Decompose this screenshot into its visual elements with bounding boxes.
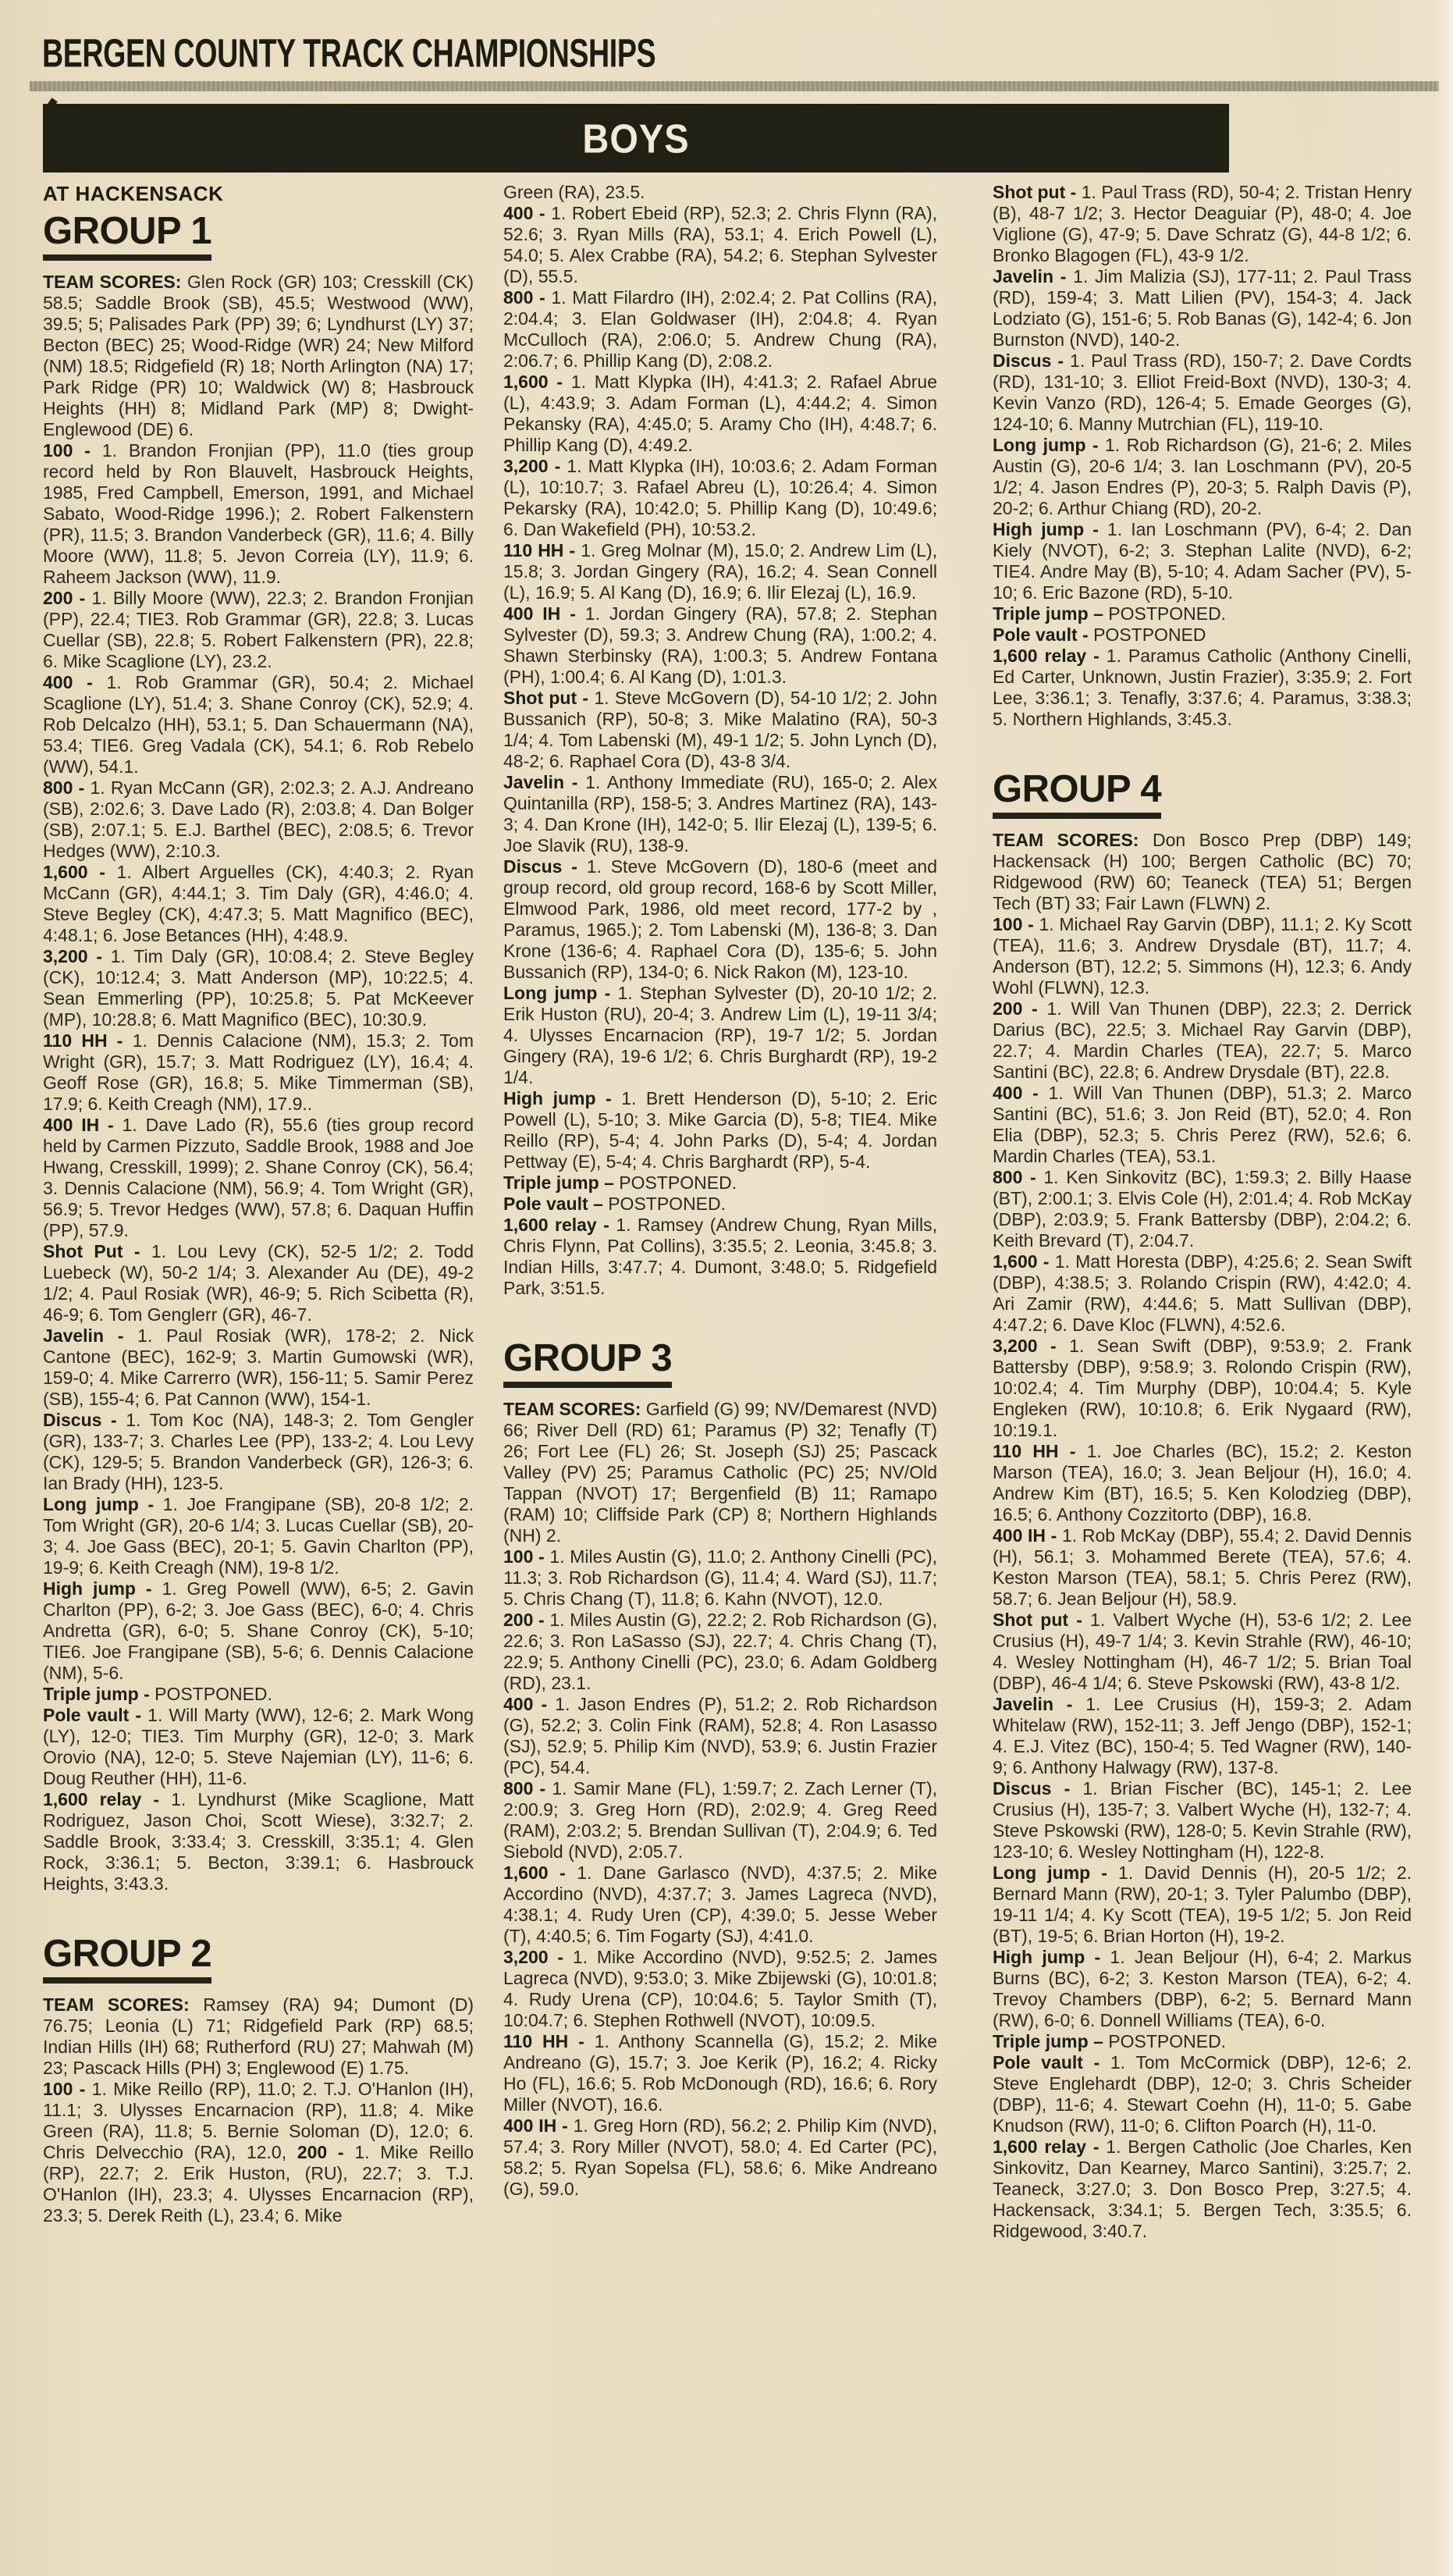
event-label: 200 - bbox=[503, 1610, 550, 1630]
result-entry: Javelin - 1. Jim Malizia (SJ), 177-11; 2. Paul Trass (RD), 159-4; 3. Matt Lilien (PV), 154-3; 4. Jack Lodziato (G), 151-6; 5. Rob Banas (G), 142-4; 6. Jon Burnston (NVD), 140-2. bbox=[993, 266, 1412, 350]
result-entry: Shot put - 1. Steve McGovern (D), 54-10 1/2; 2. John Bussanich (RP), 50-8; 3. Mike Malatino (RA), 50-3 1/4; 4. Tom Labenski (M), 49-1 1/2; 5. John Lynch (D), 48-2; 6. Raphael Cora (D), 43-8 3/4. bbox=[503, 688, 938, 771]
result-entry: 200 - 1. Will Van Thunen (DBP), 22.3; 2. Derrick Darius (BC), 22.5; 3. Michael Ray Garvin (DBP), 22.7; 4. Mardin Charles (TEA), 22.7; 5. Marco Santini (BC), 22.8; 6. Andrew Drysdale (BT), 22.8. bbox=[993, 998, 1412, 1082]
event-label: 1,600 relay - bbox=[993, 2137, 1107, 2157]
column-2 bbox=[503, 182, 937, 2200]
event-label: 400 IH - bbox=[503, 603, 585, 624]
event-label: High jump - bbox=[993, 1947, 1110, 1967]
event-label: 110 HH - bbox=[503, 540, 581, 560]
event-label: 400 - bbox=[993, 1083, 1049, 1103]
event-label: Discus - bbox=[993, 1778, 1083, 1799]
event-label: 1,600 - bbox=[993, 1251, 1055, 1272]
result-entry: Discus - 1. Tom Koc (NA), 148-3; 2. Tom Gengler (GR), 133-7; 3. Charles Lee (PP), 133-2; 4. Lou Levy (CK), 129-5; 5. Brandon Vanderbeck (GR), 126-3; 6. Ian Brady (HH), 123-5. bbox=[43, 1410, 474, 1493]
result-entry: 100 - 1. Miles Austin (G), 11.0; 2. Anthony Cinelli (PC), 11.3; 3. Rob Richardson (G), 11.4; 4. Ward (SJ), 11.7; 5. Chris Chang (T), 11.8; 6. Kahn (NVOT), 12.0. bbox=[503, 1546, 937, 1609]
result-entry: Javelin - 1. Anthony Immediate (RU), 165-0; 2. Alex Quintanilla (RP), 158-5; 3. Andres Martinez (RA), 143-3; 4. Dan Krone (IH), 142-0; 5. Ilir Elezaj (L), 139-5; 6. Joe Slavik (RU), 138-9. bbox=[503, 772, 937, 856]
result-entry: 400 - 1. Rob Grammar (GR), 50.4; 2. Michael Scaglione (LY), 51.4; 3. Shane Conroy (CK), 52.9; 4. Rob Delcalzo (HH), 53.1; 5. Dan Schauermann (NA), 53.4; TIE6. Greg Vadala (CK), 54.1; 6. Rob Rebelo (WW), 54.1. bbox=[43, 672, 474, 777]
event-label: Javelin - bbox=[993, 266, 1074, 286]
event-label: GROUP 2 bbox=[43, 1933, 212, 1975]
event-label: 100 - bbox=[993, 914, 1039, 934]
result-entry: High jump - 1. Greg Powell (WW), 6-5; 2. Gavin Charlton (PP), 6-2; 3. Joe Gass (BEC), 6-0; 4. Chris Andretta (GR), 6-0; 5. Shane Conroy (CK), 5-10; TIE6. Joe Frangipane (SB), 5-6; 6. Dennis Calacione (NM), 5-6. bbox=[43, 1578, 474, 1683]
result-entry: Javelin - 1. Paul Rosiak (WR), 178-2; 2. Nick Cantone (BEC), 162-9; 3. Martin Gumowski (WR), 159-0; 4. Mike Carrerro (WR), 156-11; 5. Samir Perez (SB), 155-4; 6. Pat Cannon (WW), 154-1. bbox=[43, 1325, 474, 1409]
event-label: 1,600 relay - bbox=[43, 1789, 172, 1809]
result-entry: Shot Put - 1. Lou Levy (CK), 52-5 1/2; 2. Todd Luebeck (W), 50-2 1/4; 3. Alexander Au (DE), 49-2 1/2; 4. Paul Rosiak (WR), 46-9; 5. Rich Scibetta (R), 46-9; 6. Tom Genglerr (GR), 46-7. bbox=[43, 1241, 474, 1325]
result-entry: Pole vault - 1. Will Marty (WW), 12-6; 2. Mark Wong (LY), 12-0; TIE3. Tim Murphy (GR), 12-0; 3. Mark Orovio (NA), 12-0; 5. Steve Najemian (LY), 11-6; 6. Doug Reuther (HH), 11-6. bbox=[43, 1705, 474, 1788]
result-entry: Shot put - 1. Paul Trass (RD), 50-4; 2. Tristan Henry (B), 48-7 1/2; 3. Hector Deaguiar (P), 48-0; 4. Joe Viglione (G), 47-9; 5. Dave Schratz (G), 44-8 1/2; 6. Bronko Blagogen (FL), 43-9 1/2. bbox=[993, 182, 1412, 265]
event-label: 800 - bbox=[43, 777, 91, 798]
event-label: 800 - bbox=[503, 287, 552, 308]
result-entry: Pole vault - 1. Tom McCormick (DBP), 12-6; 2. Steve Englehardt (DBP), 12-0; 3. Chris Scheider (DBP), 11-6; 4. Stewart Coehn (H), 11-0; 5. Gabe Knudson (RW), 11-0; 6. Clifton Poarch (H), 11-0. bbox=[993, 2052, 1412, 2136]
result-entry: 400 IH - 1. Greg Horn (RD), 56.2; 2. Philip Kim (NVD), 57.4; 3. Rory Miller (NVOT), 58.0; 4. Ed Carter (PC), 58.2; 5. Ryan Sopelsa (FL), 58.6; 6. Mike Andreano (G), 59.0. bbox=[503, 2115, 937, 2199]
result-entry: 800 - 1. Samir Mane (FL), 1:59.7; 2. Zach Lerner (T), 2:00.9; 3. Greg Horn (RD), 2:02.9; 4. Greg Reed (RAM), 2:03.2; 5. Brendan Sullivan (T), 2:04.9; 6. Ted Siebold (NVD), 2:05.7. bbox=[503, 1778, 937, 1862]
event-label: 400 IH - bbox=[503, 2115, 574, 2136]
event-label: Triple jump – bbox=[503, 1172, 620, 1193]
result-entry: 800 - 1. Matt Filardro (IH), 2:02.4; 2. Pat Collins (RA), 2:04.4; 3. Elan Goldwaser (IH), 2:04.8; 4. Ryan McCulloch (RA), 2:06.0; 5. Andrew Chung (RA), 2:06.7; 6. Phillip Kang (D), 2:08.2. bbox=[503, 287, 937, 371]
result-entry: 1,600 relay - 1. Bergen Catholic (Joe Charles, Ken Sinkovitz, Dan Kearney, Marco Santini), 3:25.7; 2. Teaneck, 3:27.0; 3. Don Bosco Prep, 3:27.5; 4. Hackensack, 3:34.1; 5. Bergen Tech, 3:35.5; 6. Ridgewood, 3:40.7. bbox=[993, 2137, 1412, 2241]
event-label: 1,600 relay - bbox=[993, 646, 1107, 666]
group-heading bbox=[43, 1935, 211, 1984]
event-label: 800 - bbox=[503, 1778, 552, 1799]
event-label: TEAM SCORES: bbox=[993, 830, 1153, 850]
result-entry: Triple jump – POSTPONED. bbox=[503, 1172, 737, 1193]
masthead-rule bbox=[30, 81, 1439, 91]
event-label: Long jump - bbox=[43, 1494, 163, 1514]
column-3 bbox=[993, 182, 1412, 2242]
event-label: 200 - bbox=[297, 2142, 355, 2162]
result-entry: Triple jump – POSTPONED. bbox=[993, 603, 1227, 624]
result-entry: Long jump - 1. David Dennis (H), 20-5 1/2; 2. Bernard Mann (RW), 20-1; 3. Tyler Palumbo (DBP), 19-11 1/4; 4. Ky Scott (TEA), 19-5 1/2; 5. Jon Reid (BT), 19-5; 6. Brian Horton (H), 19-2. bbox=[993, 1863, 1412, 1946]
event-label: 100 - bbox=[43, 2079, 92, 2099]
result-entry: 400 IH - 1. Jordan Gingery (RA), 57.8; 2. Stephan Sylvester (D), 59.3; 3. Andrew Chung (RA), 1:00.2; 4. Shawn Sterbinsky (RA), 1:00.3; 5. Andrew Fontana (PH), 1:00.4; 6. Al Kang (D), 1:01.3. bbox=[503, 603, 937, 687]
event-label: 400 IH - bbox=[993, 1525, 1062, 1546]
event-label: 110 HH - bbox=[43, 1030, 133, 1051]
result-entry: 110 HH - 1. Greg Molnar (M), 15.0; 2. Andrew Lim (L), 15.8; 3. Jordan Gingery (RA), 16.2; 4. Sean Connell (L), 16.9; 5. Al Kang (D), 16.9; 6. Ilir Elezaj (L), 16.9. bbox=[503, 540, 937, 603]
event-label: 400 - bbox=[43, 672, 107, 692]
group-heading bbox=[503, 1337, 673, 1388]
result-entry: 100 - 1. Mike Reillo (RP), 11.0; 2. T.J. O'Hanlon (IH), 11.1; 3. Ulysses Encarnacion (RP), 11.8; 4. Mike Green (RA), 11.8; 5. Bernie Soloman (D), 12.0; 6. Chris Delvecchio (RA), 12.0, 200 - 1. Mike Reillo (RP), 22.7; 2. Erik Huston, (RU), 22.7; 3. T.J. O'Hanlon (IH), 23.3; 4. Ulysses Encarnacion (RP), 23.3; 5. Derek Reith (L), 23.4; 6. Mike bbox=[43, 2079, 474, 2226]
event-label: Shot Put - bbox=[43, 1241, 151, 1261]
event-label: Javelin - bbox=[993, 1694, 1086, 1714]
event-label: TEAM SCORES: bbox=[43, 1994, 204, 2015]
result-entry: 3,200 - 1. Sean Swift (DBP), 9:53.9; 2. Frank Battersby (DBP), 9:58.9; 3. Rolondo Crispin (RW), 10:02.4; 4. Tim Murphy (DBP), 10:04.4; 5. Kyle Engleken (RW), 10:10.8; 6. Erik Nygaard (RW), 10:19.1. bbox=[993, 1336, 1412, 1440]
result-entry: Long jump - 1. Rob Richardson (G), 21-6; 2. Miles Austin (G), 20-6 1/4; 3. Ian Loschmann (PV), 20-5 1/2; 4. Jason Endres (P), 20-3; 5. Ralph Davis (P), 20-2; 6. Arthur Chiang (RD), 20-2. bbox=[993, 435, 1412, 518]
event-label: 100 - bbox=[503, 1546, 550, 1567]
result-entry: 1,600 - 1. Albert Arguelles (CK), 4:40.3; 2. Ryan McCann (GR), 4:44.1; 3. Tim Daly (GR), 4:46.0; 4. Steve Begley (CK), 4:47.3; 5. Matt Magnifico (BEC), 4:48.1; 6. Jose Betances (HH), 4:48.9. bbox=[43, 862, 474, 945]
result-entry: 200 - 1. Billy Moore (WW), 22.3; 2. Brandon Fronjian (PP), 22.4; TIE3. Rob Grammar (GR), 22.8; 3. Lucas Cuellar (SB), 22.8; 5. Robert Falkenstern (PR), 22.8; 6. Mike Scaglione (LY), 23.2. bbox=[43, 588, 474, 671]
group-heading bbox=[993, 770, 1161, 819]
event-label: Javelin - bbox=[43, 1325, 138, 1346]
result-entry: Pole vault - POSTPONED bbox=[993, 624, 1206, 645]
result-entry: 1,600 - 1. Matt Horesta (DBP), 4:25.6; 2. Sean Swift (DBP), 4:38.5; 3. Rolando Crispin (RW), 4:42.0; 4. Ari Zamir (RW), 4:44.6; 5. Matt Sullivan (DBP), 4:47.2; 6. Dave Kloc (FLWN), 4:52.6. bbox=[993, 1251, 1412, 1335]
event-label: 100 - bbox=[43, 440, 102, 461]
event-label: 3,200 - bbox=[43, 946, 111, 966]
event-label: Javelin - bbox=[503, 772, 586, 792]
event-label: 1,600 relay - bbox=[503, 1215, 616, 1235]
result-entry: 800 - 1. Ken Sinkovitz (BC), 1:59.3; 2. Billy Haase (BT), 2:00.1; 3. Elvis Cole (H), 2:01.4; 4. Rob McKay (DBP), 2:03.9; 5. Frank Battersby (DBP), 2:04.2; 6. Keith Brevard (T), 2:04.7. bbox=[993, 1167, 1412, 1251]
result-entry: 200 - 1. Miles Austin (G), 22.2; 2. Rob Richardson (G), 22.6; 3. Ron LaSasso (SJ), 22.7; 4. Chris Chang (T), 22.9; 5. Anthony Cinelli (PC), 23.0; 6. Adam Goldberg (RD), 23.1. bbox=[503, 1610, 937, 1693]
section-banner-label: BOYS bbox=[582, 115, 690, 162]
event-label: Shot put - bbox=[503, 688, 595, 708]
event-label: 3,200 - bbox=[503, 456, 567, 476]
event-label: High jump - bbox=[43, 1578, 162, 1599]
result-entry: 3,200 - 1. Matt Klypka (IH), 10:03.6; 2. Adam Forman (L), 10:10.7; 3. Rafael Abreu (L), 10:26.4; 4. Simon Pekarsky (RA), 10:42.0; 5. Phillip Kang (D), 10:49.6; 6. Dan Wakefield (PH), 10:53.2. bbox=[503, 456, 937, 539]
result-entry: Long jump - 1. Joe Frangipane (SB), 20-8 1/2; 2. Tom Wright (GR), 20-6 1/4; 3. Lucas Cuellar (SB), 20-3; 4. Joe Gass (BEC), 20-1; 5. Gavin Charlton (PP), 19-9; 6. Keith Creagh (NM), 19-8 1/2. bbox=[43, 1494, 474, 1578]
event-label: 200 - bbox=[43, 588, 92, 608]
result-entry: High jump - 1. Jean Beljour (H), 6-4; 2. Markus Burns (BC), 6-2; 3. Keston Marson (TEA), 6-2; 4. Trevoy Chambers (DBP), 6-2; 5. Bernard Mann (RW), 6-0; 6. Donnell Williams (TEA), 6-0. bbox=[993, 1947, 1412, 2030]
event-label: Pole vault - bbox=[993, 624, 1094, 645]
event-label: 200 - bbox=[993, 998, 1047, 1019]
result-entry: Triple jump – POSTPONED. bbox=[993, 2031, 1227, 2051]
event-label: Shot put - bbox=[993, 182, 1082, 202]
event-label: High jump - bbox=[503, 1088, 622, 1108]
result-entry: 400 IH - 1. Rob McKay (DBP), 55.4; 2. David Dennis (H), 56.1; 3. Mohammed Berete (TEA), 57.6; 4. Keston Marson (TEA), 58.1; 5. Chris Perez (RW), 58.7; 6. Jean Beljour (H), 58.9. bbox=[993, 1525, 1412, 1609]
result-entry: Javelin - 1. Lee Crusius (H), 159-3; 2. Adam Whitelaw (RW), 152-11; 3. Jeff Jengo (DBP), 152-1; 4. E.J. Vitez (BC), 150-4; 5. Ted Wagner (RW), 140-9; 6. Anthony Halwagy (RW), 137-8. bbox=[993, 1694, 1412, 1777]
result-entry: 110 HH - 1. Anthony Scannella (G), 15.2; 2. Mike Andreano (G), 15.7; 3. Joe Kerik (P), 16.2; 4. Ricky Ho (FL), 16.6; 5. Rob McDonough (RD), 16.6; 6. Rory Miller (NVOT), 16.6. bbox=[503, 2031, 937, 2115]
event-label: 800 - bbox=[993, 1167, 1044, 1187]
event-label: 3,200 - bbox=[993, 1336, 1070, 1356]
event-label: 1,600 - bbox=[503, 372, 571, 392]
result-entry: High jump - 1. Ian Loschmann (PV), 6-4; 2. Dan Kiely (NVOT), 6-2; 3. Stephan Lalite (NVD), 6-2; TIE4. Andre May (B), 5-10; 4. Adam Sacher (PV), 5-10; 6. Eric Bazone (RD), 5-10. bbox=[993, 519, 1412, 603]
group-heading bbox=[43, 212, 211, 261]
event-label: 400 - bbox=[503, 1694, 556, 1714]
result-entry: 1,600 relay - 1. Ramsey (Andrew Chung, Ryan Mills, Chris Flynn, Pat Collins), 3:35.5; 2. Leonia, 3:45.8; 3. Indian Hills, 3:47.7; 4. Dumont, 3:48.0; 5. Ridgefield Park, 3:51.5. bbox=[503, 1215, 937, 1298]
result-entry: 400 - 1. Robert Ebeid (RP), 52.3; 2. Chris Flynn (RA), 52.6; 3. Ryan Mills (RA), 53.1; 4. Erich Powell (L), 54.0; 5. Alex Crabbe (RA), 54.2; 6. Stephan Sylvester (D), 55.5. bbox=[503, 203, 937, 286]
result-entry: Green (RA), 23.5. bbox=[503, 182, 645, 202]
event-label: 400 IH - bbox=[43, 1115, 123, 1135]
event-label: Long jump - bbox=[993, 435, 1105, 455]
event-label: TEAM SCORES: bbox=[43, 272, 187, 292]
event-label: 3,200 - bbox=[503, 1947, 573, 1967]
result-entry: 400 - 1. Will Van Thunen (DBP), 51.3; 2. Marco Santini (BC), 51.6; 3. Jon Reid (BT), 52.0; 4. Ron Elia (DBP), 52.3; 5. Chris Perez (RW), 52.6; 6. Mardin Charles (TEA), 53.1. bbox=[993, 1083, 1412, 1166]
result-entry: 1,600 relay - 1. Lyndhurst (Mike Scaglione, Matt Rodriguez, Jason Choi, Scott Wiese), 3:32.7; 2. Saddle Brook, 3:33.4; 3. Cresskill, 3:35.1; 4. Glen Rock, 3:36.1; 5. Becton, 3:39.1; 6. Hasbrouck Heights, 3:43.3. bbox=[43, 1789, 474, 1894]
result-entry: High jump - 1. Brett Henderson (D), 5-10; 2. Eric Powell (L), 5-10; 3. Mike Garcia (D), 5-8; TIE4. Mike Reillo (RP), 5-4; 4. John Parks (D), 5-4; 4. Jordan Pettway (E), 5-4; 4. Chris Barghardt (RP), 5-4. bbox=[503, 1088, 937, 1172]
result-entry: 3,200 - 1. Tim Daly (GR), 10:08.4; 2. Steve Begley (CK), 10:12.4; 3. Matt Anderson (MP), 10:22.5; 4. Sean Emmerling (PP), 10:25.8; 5. Pat McKeever (MP), 10:28.8; 6. Matt Magnifico (BEC), 10:30.9. bbox=[43, 946, 474, 1030]
result-entry: Long jump - 1. Stephan Sylvester (D), 20-10 1/2; 2. Erik Huston (RU), 20-4; 3. Andrew Lim (L), 19-11 3/4; 4. Ulysses Encarnacion (RP), 19-7 1/2; 5. Jordan Gingery (RA), 19-6 1/2; 6. Chris Burghardt (RP), 19-2 1/4. bbox=[503, 983, 937, 1087]
event-label: Pole vault - bbox=[43, 1705, 148, 1725]
result-entry: TEAM SCORES: Ramsey (RA) 94; Dumont (D) 76.75; Leonia (L) 71; Ridgefield Park (RP) 68.5; Indian Hills (IH) 68; Rutherford (RU) 27; Mahwah (M) 23; Pascack Hills (PH) 3; Englewood (E) 1.75. bbox=[43, 1994, 474, 2078]
result-entry: 1,600 - 1. Matt Klypka (IH), 4:41.3; 2. Rafael Abrue (L), 4:43.9; 3. Adam Forman (L), 4:44.2; 4. Simon Pekansky (RA), 4:45.0; 5. Aramy Cho (IH), 4:48.7; 6. Phillip Kang (D), 4:49.2. bbox=[503, 372, 937, 455]
event-label: High jump - bbox=[993, 519, 1107, 539]
event-label: TEAM SCORES: bbox=[503, 1399, 646, 1419]
event-label: Discus - bbox=[503, 856, 587, 877]
event-label: GROUP 1 bbox=[43, 210, 212, 252]
result-entry: 400 - 1. Jason Endres (P), 51.2; 2. Rob Richardson (G), 52.2; 3. Colin Fink (RAM), 52.8; 4. Ron Lasasso (SJ), 52.9; 5. Philip Kim (NVD), 53.9; 6. Justin Frazier (PC), 54.4. bbox=[503, 1694, 937, 1777]
result-entry: Discus - 1. Paul Trass (RD), 150-7; 2. Dave Cordts (RD), 131-10; 3. Elliot Freid-Boxt (NVD), 130-3; 4. Kevin Vanzo (RD), 126-4; 5. Emade Georges (G), 124-10; 6. Manny Mutrchian (FL), 119-10. bbox=[993, 350, 1412, 434]
event-label: Long jump - bbox=[993, 1863, 1119, 1883]
result-entry: TEAM SCORES: Don Bosco Prep (DBP) 149; Hackensack (H) 100; Bergen Catholic (BC) 70; Ridgewood (RW) 60; Teaneck (TEA) 51; Bergen Tech (BT) 33; Fair Lawn (FLWN) 2. bbox=[993, 830, 1412, 913]
result-entry: 100 - 1. Michael Ray Garvin (DBP), 11.1; 2. Ky Scott (TEA), 11.6; 3. Andrew Drysdale (BT), 11.7; 4. Anderson (BT), 12.2; 5. Simmons (H), 12.3; 6. Andy Wohl (FLWN), 12.3. bbox=[993, 914, 1412, 998]
event-label: AT HACKENSACK bbox=[43, 182, 224, 205]
event-label: GROUP 3 bbox=[503, 1337, 673, 1379]
event-label: Pole vault - bbox=[993, 2052, 1110, 2073]
result-entry: Pole vault – POSTPONED. bbox=[503, 1194, 726, 1214]
page-title: BERGEN COUNTY TRACK CHAMPIONSHIPS bbox=[42, 30, 656, 76]
event-label: GROUP 4 bbox=[993, 768, 1162, 810]
event-label: Triple jump - bbox=[43, 1684, 155, 1704]
result-entry: 400 IH - 1. Dave Lado (R), 55.6 (ties group record held by Carmen Pizzuto, Saddle Brook, 1988 and Joe Hwang, Cresskill, 1999); 2. Shane Conroy (CK), 56.4; 3. Dennis Calacione (NM), 56.9; 4. Tom Wright (GR), 56.9; 5. Trevor Hedges (WW), 57.8; 6. Daquan Huffin (PP), 57.9. bbox=[43, 1115, 474, 1240]
result-entry: 1,600 relay - 1. Paramus Catholic (Anthony Cinelli, Ed Carter, Unknown, Justin Frazier), 3:35.9; 2. Fort Lee, 3:36.1; 3. Tenafly, 3:37.6; 4. Paramus, 3:38.3; 5. Northern Highlands, 3:45.3. bbox=[993, 646, 1412, 729]
result-entry: Shot put - 1. Valbert Wyche (H), 53-6 1/2; 2. Lee Crusius (H), 49-7 1/4; 3. Kevin Strahle (RW), 46-10; 4. Wesley Nottingham (H), 46-7 1/2; 5. Brian Toal (DBP), 46-4 1/4; 6. Steve Pskowski (RW), 43-8 1/2. bbox=[993, 1610, 1412, 1693]
event-label: Pole vault – bbox=[503, 1194, 609, 1214]
result-entry: Discus - 1. Brian Fischer (BC), 145-1; 2. Lee Crusius (H), 135-7; 3. Valbert Wyche (H), 132-7; 4. Steve Pskowski (RW), 128-0; 5. Kevin Strahle (RW), 123-10; 6. Wesley Nottingham (H), 122-8. bbox=[993, 1778, 1412, 1862]
event-label: 400 - bbox=[503, 203, 552, 223]
event-label: 110 HH - bbox=[993, 1441, 1087, 1461]
event-label: Shot put - bbox=[993, 1610, 1091, 1630]
section-banner bbox=[43, 104, 1229, 173]
event-label: 1,600 - bbox=[43, 862, 117, 882]
result-entry: Discus - 1. Steve McGovern (D), 180-6 (meet and group record, old group record, 168-6 by Scott Miller, Elmwood Park, 1986, old meet record, 177-2 by , Paramus, 1965.); 2. Tom Labenski (M), 136-8; 3. Dan Krone (136-6; 4. Raphael Cora (D), 135-6; 5. John Bussanich (RP), 134-0; 6. Nick Rakon (M), 123-10. bbox=[503, 856, 937, 982]
result-entry: 1,600 - 1. Dane Garlasco (NVD), 4:37.5; 2. Mike Accordino (NVD), 4:37.7; 3. James Lagreca (NVD), 4:38.1; 4. Rudy Uren (CP), 4:39.0; 5. Jesse Weber (T), 4:40.5; 6. Tim Fogarty (SJ), 4:41.0. bbox=[503, 1863, 938, 1946]
result-entry: 110 HH - 1. Dennis Calacione (NM), 15.3; 2. Tom Wright (GR), 15.7; 3. Matt Rodriguez (LY), 16.4; 4. Geoff Rose (GR), 16.8; 5. Mike Timmerman (SB), 17.9; 6. Keith Creagh (NM), 17.9.. bbox=[43, 1030, 474, 1114]
result-entry: 110 HH - 1. Joe Charles (BC), 15.2; 2. Keston Marson (TEA), 16.0; 3. Jean Beljour (H), 16.0; 4. Andrew Kim (BT), 16.5; 5. Ken Kolodzieg (DBP), 16.5; 6. Anthony Cozzitorto (DBP), 16.8. bbox=[993, 1441, 1412, 1525]
event-label: Triple jump – bbox=[993, 2031, 1109, 2051]
event-label: Triple jump – bbox=[993, 603, 1109, 624]
event-label: 1,600 - bbox=[503, 1863, 577, 1883]
event-label: 110 HH - bbox=[503, 2031, 595, 2051]
event-label: Long jump - bbox=[503, 983, 618, 1003]
result-entry: 3,200 - 1. Mike Accordino (NVD), 9:52.5; 2. James Lagreca (NVD), 9:53.0; 3. Mike Zbijewski (G), 10:01.8; 4. Rudy Urena (CP), 10:04.6; 5. Taylor Smith (T), 10:04.7; 6. Stephen Rothwell (NVOT), 10:09.5. bbox=[503, 1947, 937, 2030]
result-entry: Triple jump - POSTPONED. bbox=[43, 1684, 272, 1704]
event-label: Discus - bbox=[993, 350, 1071, 371]
event-label: Discus - bbox=[43, 1410, 126, 1430]
result-entry: TEAM SCORES: Garfield (G) 99; NV/Demarest (NVD) 66; River Dell (RD) 61; Paramus (P) 32; Tenafly (T) 26; Fort Lee (FL) 26; St. Joseph (SJ) 25; Pascack Valley (PV) 25; Paramus Catholic (PC) 25; NV/Old Tappan (NVOT) 17; Bergenfield (B) 11; Ramapo (RAM) 10; Cliffside Park (CP) 8; Northern Highlands (NH) 2. bbox=[503, 1399, 937, 1546]
result-entry: TEAM SCORES: Glen Rock (GR) 103; Cresskill (CK) 58.5; Saddle Brook (SB), 45.5; Westwood (WW), 39.5; 5; Palisades Park (PP) 39; 6; Lyndhurst (LY) 37; Becton (BEC) 25; Wood-Ridge (WR) 24; New Milford (NM) 18.5; Ridgefield (R) 18; North Arlington (NA) 17; Park Ridge (PR) 10; Waldwick (W) 8; Hasbrouck Heights (HH) 8; Midland Park (MP) 8; Dwight-Englewood (DE) 6. bbox=[43, 272, 474, 439]
column-1 bbox=[43, 182, 474, 2226]
result-entry: 800 - 1. Ryan McCann (GR), 2:02.3; 2. A.J. Andreano (SB), 2:02.6; 3. Dave Lado (R), 2:03.8; 4. Dan Bolger (SB), 2:07.1; 5. E.J. Barthel (BEC), 2:08.5; 6. Trevor Hedges (WW), 2:10.3. bbox=[43, 777, 474, 861]
result-entry: 100 - 1. Brandon Fronjian (PP), 11.0 (ties group record held by Ron Blauvelt, Hasbrouck Heights, 1985, Fred Campbell, Emerson, 1991, and Michael Sabato, Wood-Ridge 1996.); 2. Robert Falkenstern (PR), 11.5; 3. Brandon Vanderbeck (GR), 11.6; 4. Billy Moore (WW), 11.8; 5. Jevon Correia (LY), 11.9; 6. Raheem Jackson (WW), 11.9. bbox=[43, 440, 474, 587]
dateline bbox=[43, 182, 474, 206]
